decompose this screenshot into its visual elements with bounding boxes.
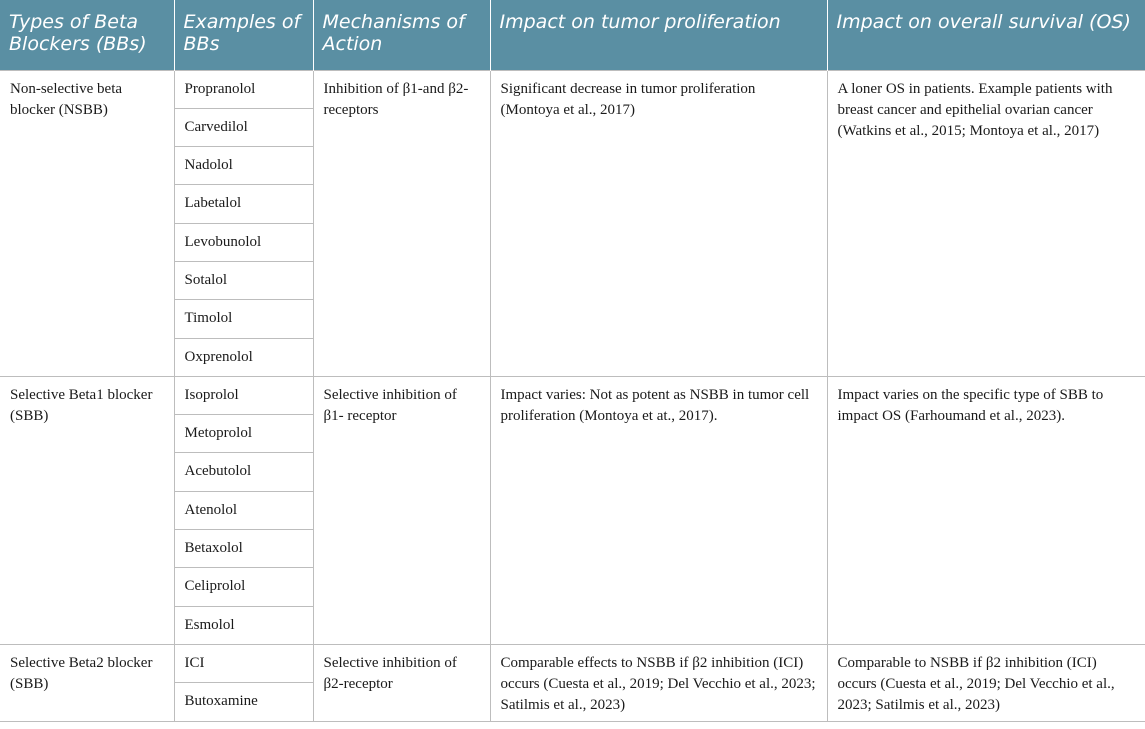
type-cell: Selective Beta1 blocker (SBB) xyxy=(0,376,174,644)
example-cell: Timolol xyxy=(174,300,313,338)
mechanism-cell: Inhibition of β1-and β2-receptors xyxy=(313,70,490,376)
header-type: Types of Beta Blockers (BBs) xyxy=(0,0,174,70)
example-cell: ICI xyxy=(174,644,313,682)
table-row xyxy=(0,70,1145,108)
proliferation-cell: Impact varies: Not as potent as NSBB in tumor cell proliferation (Montoya et at., 2017). xyxy=(490,376,827,644)
table-row xyxy=(0,644,1145,682)
type-cell: Selective Beta2 blocker (SBB) xyxy=(0,644,174,721)
example-cell: Acebutolol xyxy=(174,453,313,491)
survival-cell: Comparable to NSBB if β2 inhibition (ICI) occurs (Cuesta et al., 2019; Del Vecchio et al., 2023; Satilmis et al., 2023) xyxy=(827,644,1145,721)
example-cell: Levobunolol xyxy=(174,223,313,261)
example-cell: Celiprolol xyxy=(174,568,313,606)
header-examples: Examples of BBs xyxy=(174,0,313,70)
header-survival: Impact on overall survival (OS) xyxy=(827,0,1145,70)
survival-cell: A loner OS in patients. Example patients with breast cancer and epithelial ovarian cancer (Watkins et al., 2015; Montoya et al., 2017) xyxy=(827,70,1145,376)
example-cell: Labetalol xyxy=(174,185,313,223)
type-cell: Non-selective beta blocker (NSBB) xyxy=(0,70,174,376)
example-cell: Carvedilol xyxy=(174,108,313,146)
survival-cell: Impact varies on the specific type of SBB to impact OS (Farhoumand et al., 2023). xyxy=(827,376,1145,644)
example-cell: Betaxolol xyxy=(174,530,313,568)
proliferation-cell: Significant decrease in tumor proliferation (Montoya et al., 2017) xyxy=(490,70,827,376)
proliferation-cell: Comparable effects to NSBB if β2 inhibition (ICI) occurs (Cuesta et al., 2019; Del Vecchio et al., 2023; Satilmis et al., 2023) xyxy=(490,644,827,721)
example-cell: Propranolol xyxy=(174,70,313,108)
header-mechanism: Mechanisms of Action xyxy=(313,0,490,70)
example-cell: Metoprolol xyxy=(174,415,313,453)
example-cell: Butoxamine xyxy=(174,683,313,721)
example-cell: Isoprolol xyxy=(174,376,313,414)
header-proliferation: Impact on tumor proliferation xyxy=(490,0,827,70)
example-cell: Oxprenolol xyxy=(174,338,313,376)
example-cell: Atenolol xyxy=(174,491,313,529)
table-row xyxy=(0,376,1145,414)
example-cell: Nadolol xyxy=(174,147,313,185)
mechanism-cell: Selective inhibition of β1- receptor xyxy=(313,376,490,644)
header-row xyxy=(0,0,1145,70)
mechanism-cell: Selective inhibition of β2-receptor xyxy=(313,644,490,721)
example-cell: Sotalol xyxy=(174,261,313,299)
example-cell: Esmolol xyxy=(174,606,313,644)
